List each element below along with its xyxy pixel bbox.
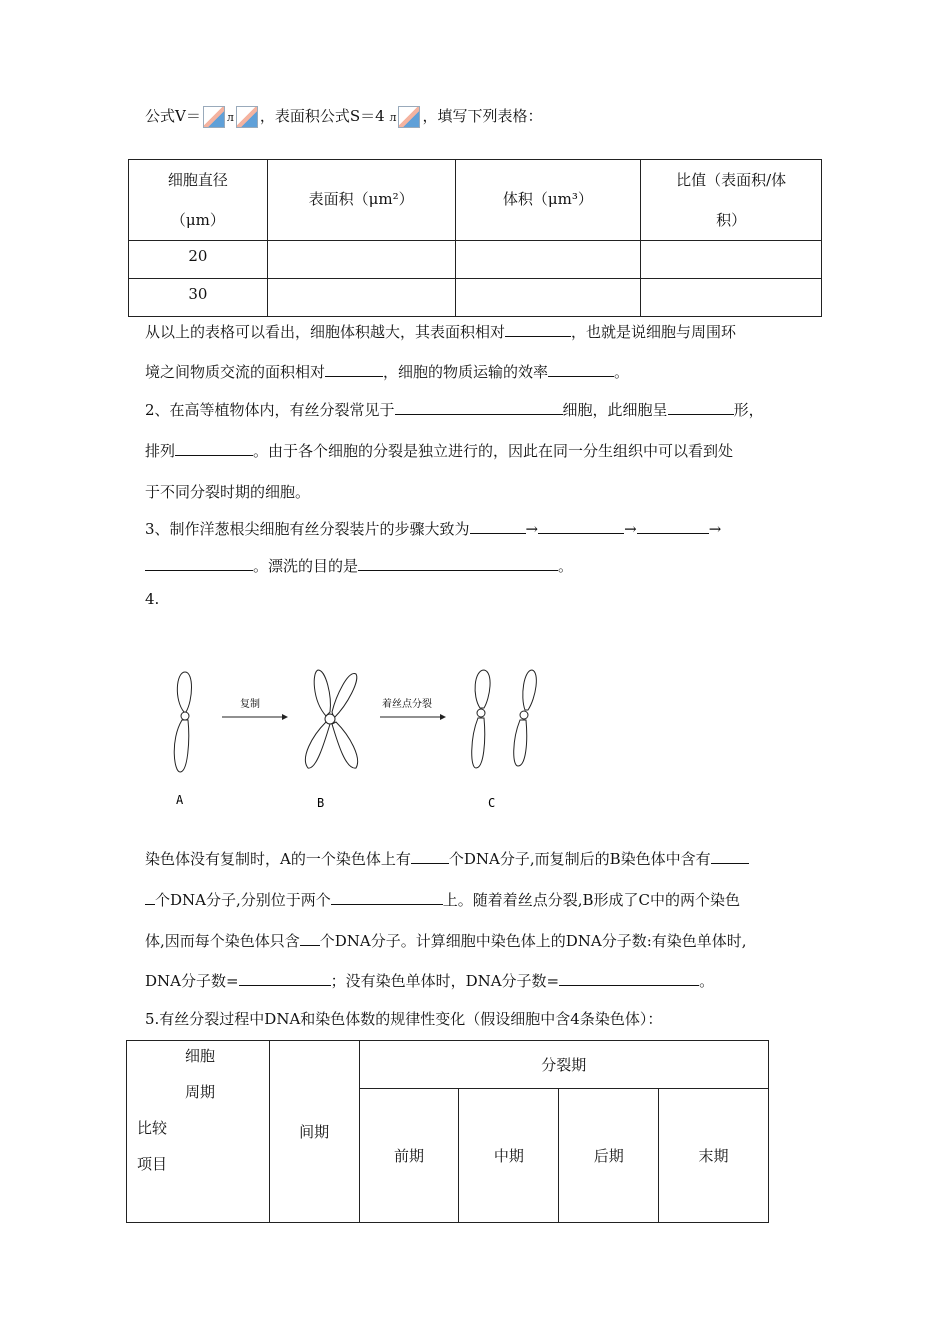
header-compare: 比较 bbox=[137, 1119, 168, 1137]
text: 个DNA分子。计算细胞中染色体上的DNA分子数:有染色单体时, bbox=[319, 932, 747, 950]
table-header-row bbox=[129, 160, 822, 241]
arrow-head bbox=[440, 714, 446, 720]
cell-blank[interactable] bbox=[267, 279, 455, 317]
arrow-head bbox=[282, 714, 288, 720]
header-cell: 细胞 bbox=[185, 1047, 216, 1065]
answer-blank[interactable] bbox=[505, 322, 571, 337]
arrow-label-split: 着丝点分裂 bbox=[382, 699, 432, 710]
answer-blank[interactable] bbox=[239, 971, 331, 986]
text: ；没有染色单体时，DNA分子数= bbox=[330, 972, 560, 990]
chromatid-arm bbox=[332, 674, 357, 718]
header-interphase: 间期 bbox=[269, 1041, 359, 1223]
text: ，细胞的物质运输的效率 bbox=[383, 363, 549, 381]
arrow-label-copy: 复制 bbox=[240, 699, 260, 710]
answer-blank[interactable] bbox=[637, 519, 709, 534]
text: 。漂洗的目的是 bbox=[253, 557, 359, 575]
answer-blank[interactable] bbox=[711, 849, 749, 864]
caption-b: B bbox=[317, 796, 325, 810]
header-prophase: 前期 bbox=[359, 1089, 459, 1223]
chromatid-arm bbox=[305, 722, 330, 768]
q4-line2 bbox=[145, 889, 740, 910]
arrow: → bbox=[525, 520, 539, 538]
answer-blank[interactable] bbox=[145, 556, 253, 571]
centromere bbox=[325, 714, 335, 724]
text: 个DNA分子,分别位于两个 bbox=[155, 891, 331, 909]
text: 排列 bbox=[145, 442, 176, 460]
formula-mid: ，表面积公式S＝4 bbox=[259, 107, 385, 125]
chromatid-arm bbox=[523, 670, 537, 710]
formula-image-icon bbox=[236, 106, 258, 128]
text: 体,因而每个染色体只含 bbox=[145, 932, 300, 950]
text: 。 bbox=[558, 557, 574, 575]
chromatid-arm bbox=[332, 722, 358, 768]
chromatid-arm bbox=[174, 720, 188, 772]
header-item: 项目 bbox=[137, 1155, 168, 1173]
chromosome-diagram bbox=[160, 660, 560, 820]
table-row bbox=[129, 279, 822, 317]
text: 3、制作洋葱根尖细胞有丝分裂装片的步骤大致为 bbox=[145, 520, 470, 538]
answer-blank[interactable] bbox=[300, 931, 320, 946]
text: 。 bbox=[699, 972, 715, 990]
row-diameter-30: 30 bbox=[129, 279, 268, 317]
header-metaphase: 中期 bbox=[459, 1089, 559, 1223]
q4-line4 bbox=[145, 970, 714, 991]
text: 个DNA分子,而复制后的B染色体中含有 bbox=[448, 850, 711, 868]
q3-line2 bbox=[145, 555, 573, 576]
header-anaphase: 后期 bbox=[559, 1089, 659, 1223]
text: 。 bbox=[614, 363, 630, 381]
pi-symbol: л bbox=[226, 111, 234, 124]
q4-line1 bbox=[145, 848, 749, 869]
answer-blank[interactable] bbox=[325, 362, 383, 377]
answer-blank[interactable] bbox=[331, 890, 443, 905]
mitosis-table bbox=[126, 1040, 769, 1223]
arrow: → bbox=[624, 520, 637, 538]
answer-blank[interactable] bbox=[559, 971, 699, 986]
header-division: 分裂期 bbox=[359, 1041, 768, 1089]
header-cycle: 周期 bbox=[185, 1083, 216, 1101]
cell-blank[interactable] bbox=[267, 241, 455, 279]
cell-blank[interactable] bbox=[641, 241, 822, 279]
answer-blank[interactable] bbox=[548, 362, 614, 377]
q4-line3 bbox=[145, 930, 747, 951]
q2-line3: 于不同分裂时期的细胞。 bbox=[145, 483, 311, 501]
header-telophase: 末期 bbox=[659, 1089, 769, 1223]
header-ratio-line2: 积） bbox=[716, 211, 747, 229]
caption-a: A bbox=[176, 793, 184, 807]
q3-line1 bbox=[145, 518, 721, 539]
table-header-row bbox=[127, 1041, 769, 1089]
answer-blank[interactable] bbox=[668, 400, 734, 415]
chromosome-a bbox=[174, 672, 191, 772]
caption-c: C bbox=[488, 796, 496, 810]
text: 染色体没有复制时，A的一个染色体上有 bbox=[145, 850, 411, 868]
para1-line2 bbox=[145, 361, 629, 382]
centromere bbox=[520, 711, 528, 719]
header-surface: 表面积（μm²） bbox=[267, 160, 455, 241]
centromere bbox=[181, 712, 189, 720]
chromatid-arm bbox=[514, 720, 527, 766]
cell-blank[interactable] bbox=[455, 279, 641, 317]
chromatid-arm bbox=[314, 670, 330, 716]
table-row bbox=[129, 241, 822, 279]
formula-line bbox=[145, 105, 542, 129]
header-diameter-line1: 细胞直径 bbox=[167, 171, 228, 189]
answer-blank[interactable] bbox=[538, 519, 624, 534]
para1-line1 bbox=[145, 321, 736, 342]
arrow: → bbox=[708, 520, 722, 538]
chromosome-b bbox=[305, 670, 357, 768]
text: 境之间物质交流的面积相对 bbox=[145, 363, 326, 381]
chromatid-arm bbox=[472, 718, 485, 768]
text: 形， bbox=[733, 401, 764, 419]
chromosome-c2 bbox=[514, 670, 537, 766]
header-diameter-line2: （μm） bbox=[170, 211, 225, 229]
text: 2、在高等植物体内，有丝分裂常见于 bbox=[145, 401, 395, 419]
text: ，也就是说细胞与周围环 bbox=[571, 323, 737, 341]
q2-line2 bbox=[145, 440, 733, 461]
centromere bbox=[477, 709, 485, 717]
text: 。由于各个细胞的分裂是独立进行的，因此在同一分生组织中可以看到处 bbox=[253, 442, 734, 460]
q4-number: 4. bbox=[145, 590, 160, 608]
formula-image-icon bbox=[203, 106, 225, 128]
row-diameter-20: 20 bbox=[129, 241, 268, 279]
q5-title: 5.有丝分裂过程中DNA和染色体数的规律性变化（假设细胞中含4条染色体）： bbox=[145, 1010, 663, 1028]
text: DNA分子数= bbox=[145, 972, 239, 990]
pi-symbol: л bbox=[389, 111, 397, 124]
header-ratio bbox=[641, 160, 822, 241]
answer-blank[interactable] bbox=[395, 400, 563, 415]
formula-prefix: 公式V＝ bbox=[145, 107, 201, 125]
header-diameter bbox=[129, 160, 268, 241]
answer-blank[interactable] bbox=[470, 519, 526, 534]
chromatid-arm bbox=[475, 670, 490, 708]
formula-image-icon bbox=[398, 106, 420, 128]
chromosome-c1 bbox=[472, 670, 490, 768]
answer-blank[interactable] bbox=[175, 441, 253, 456]
text: 从以上的表格可以看出，细胞体积越大，其表面积相对 bbox=[145, 323, 506, 341]
cell-blank[interactable] bbox=[455, 241, 641, 279]
answer-blank[interactable] bbox=[411, 849, 449, 864]
cell-blank[interactable] bbox=[641, 279, 822, 317]
text: 上。随着着丝点分裂,B形成了C中的两个染色 bbox=[442, 891, 741, 909]
formula-suffix: ，填写下列表格： bbox=[422, 107, 543, 125]
answer-blank[interactable] bbox=[145, 890, 155, 905]
answer-blank[interactable] bbox=[358, 556, 558, 571]
header-ratio-line1: 比值（表面积/体 bbox=[676, 171, 787, 189]
text: 细胞，此细胞呈 bbox=[562, 401, 668, 419]
q2-line1 bbox=[145, 399, 764, 420]
header-volume: 体积（μm³） bbox=[455, 160, 641, 241]
chromatid-arm bbox=[177, 672, 191, 712]
surface-volume-table bbox=[128, 159, 822, 317]
header-corner bbox=[127, 1041, 270, 1223]
